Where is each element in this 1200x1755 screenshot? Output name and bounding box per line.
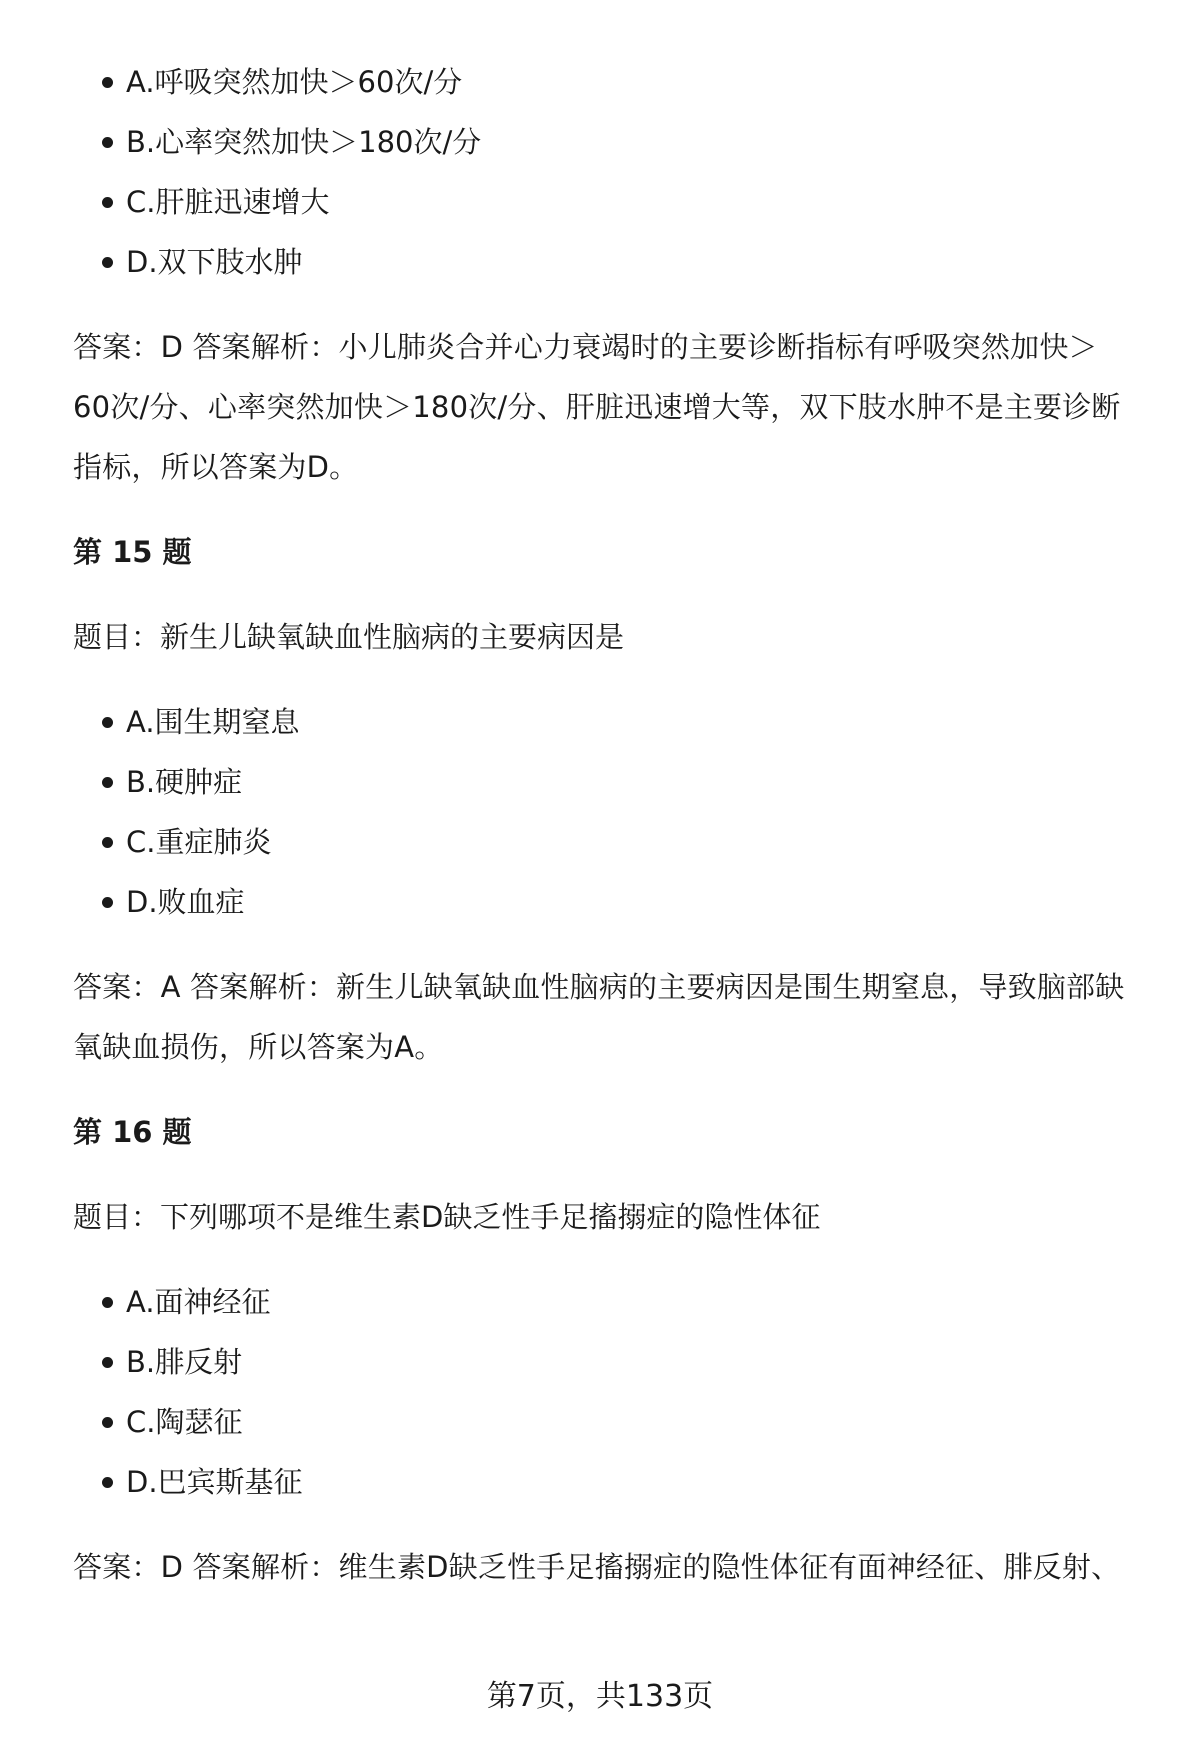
- question-title: 第 16 题: [73, 1115, 192, 1149]
- option-item: [102, 752, 1130, 812]
- option-text: A.面神经征: [126, 1285, 271, 1319]
- option-text: B.心率突然加快＞180次/分: [126, 125, 482, 159]
- option-text: C.重症肺炎: [126, 825, 272, 859]
- option-item: [102, 872, 1130, 932]
- question-title: 第 15 题: [73, 535, 192, 569]
- bullet-icon: [102, 837, 113, 848]
- option-text: D.败血症: [126, 885, 245, 919]
- bullet-icon: [102, 1297, 113, 1308]
- bullet-icon: [102, 717, 113, 728]
- answer-explanation: 答案：A 答案解析：新生儿缺氧缺血性脑病的主要病因是围生期窒息，导致脑部缺氧缺血损伤，所以答案为A。: [73, 970, 1125, 1064]
- option-item: [102, 812, 1130, 872]
- bullet-icon: [102, 1417, 113, 1428]
- option-list: [73, 692, 1130, 932]
- bullet-icon: [102, 1357, 113, 1368]
- question-text: 题目：新生儿缺氧缺血性脑病的主要病因是: [73, 620, 625, 654]
- option-text: D.巴宾斯基征: [126, 1465, 303, 1499]
- option-item: [102, 172, 1130, 232]
- page-number: 第7页，共133页: [486, 1679, 714, 1714]
- bullet-icon: [102, 197, 113, 208]
- option-text: A.呼吸突然加快＞60次/分: [126, 65, 463, 99]
- option-list: [73, 52, 1130, 292]
- option-text: C.陶瑟征: [126, 1405, 243, 1439]
- option-item: [102, 112, 1130, 172]
- option-text: B.腓反射: [126, 1345, 243, 1379]
- option-item: [102, 232, 1130, 292]
- option-text: A.围生期窒息: [126, 705, 300, 739]
- option-item: [102, 692, 1130, 752]
- option-item: [102, 52, 1130, 112]
- question-text: 题目：下列哪项不是维生素D缺乏性手足搐搦症的隐性体征: [73, 1200, 821, 1234]
- bullet-icon: [102, 897, 113, 908]
- bullet-icon: [102, 77, 113, 88]
- answer-explanation: 答案：D 答案解析：小儿肺炎合并心力衰竭时的主要诊断指标有呼吸突然加快＞60次/分、心率突然加快＞180次/分、肝脏迅速增大等，双下肢水肿不是主要诊断指标，所以答案为D。: [73, 330, 1121, 484]
- option-item: [102, 1452, 1130, 1512]
- bullet-icon: [102, 1477, 113, 1488]
- option-item: [102, 1332, 1130, 1392]
- answer-explanation: 答案：D 答案解析：维生素D缺乏性手足搐搦症的隐性体征有面神经征、腓反射、: [73, 1550, 1121, 1584]
- option-text: B.硬肿症: [126, 765, 243, 799]
- bullet-icon: [102, 777, 113, 788]
- bullet-icon: [102, 137, 113, 148]
- option-item: [102, 1392, 1130, 1452]
- option-text: C.肝脏迅速增大: [126, 185, 330, 219]
- option-item: [102, 1272, 1130, 1332]
- option-list: [73, 1272, 1130, 1512]
- option-text: D.双下肢水肿: [126, 245, 303, 279]
- bullet-icon: [102, 257, 113, 268]
